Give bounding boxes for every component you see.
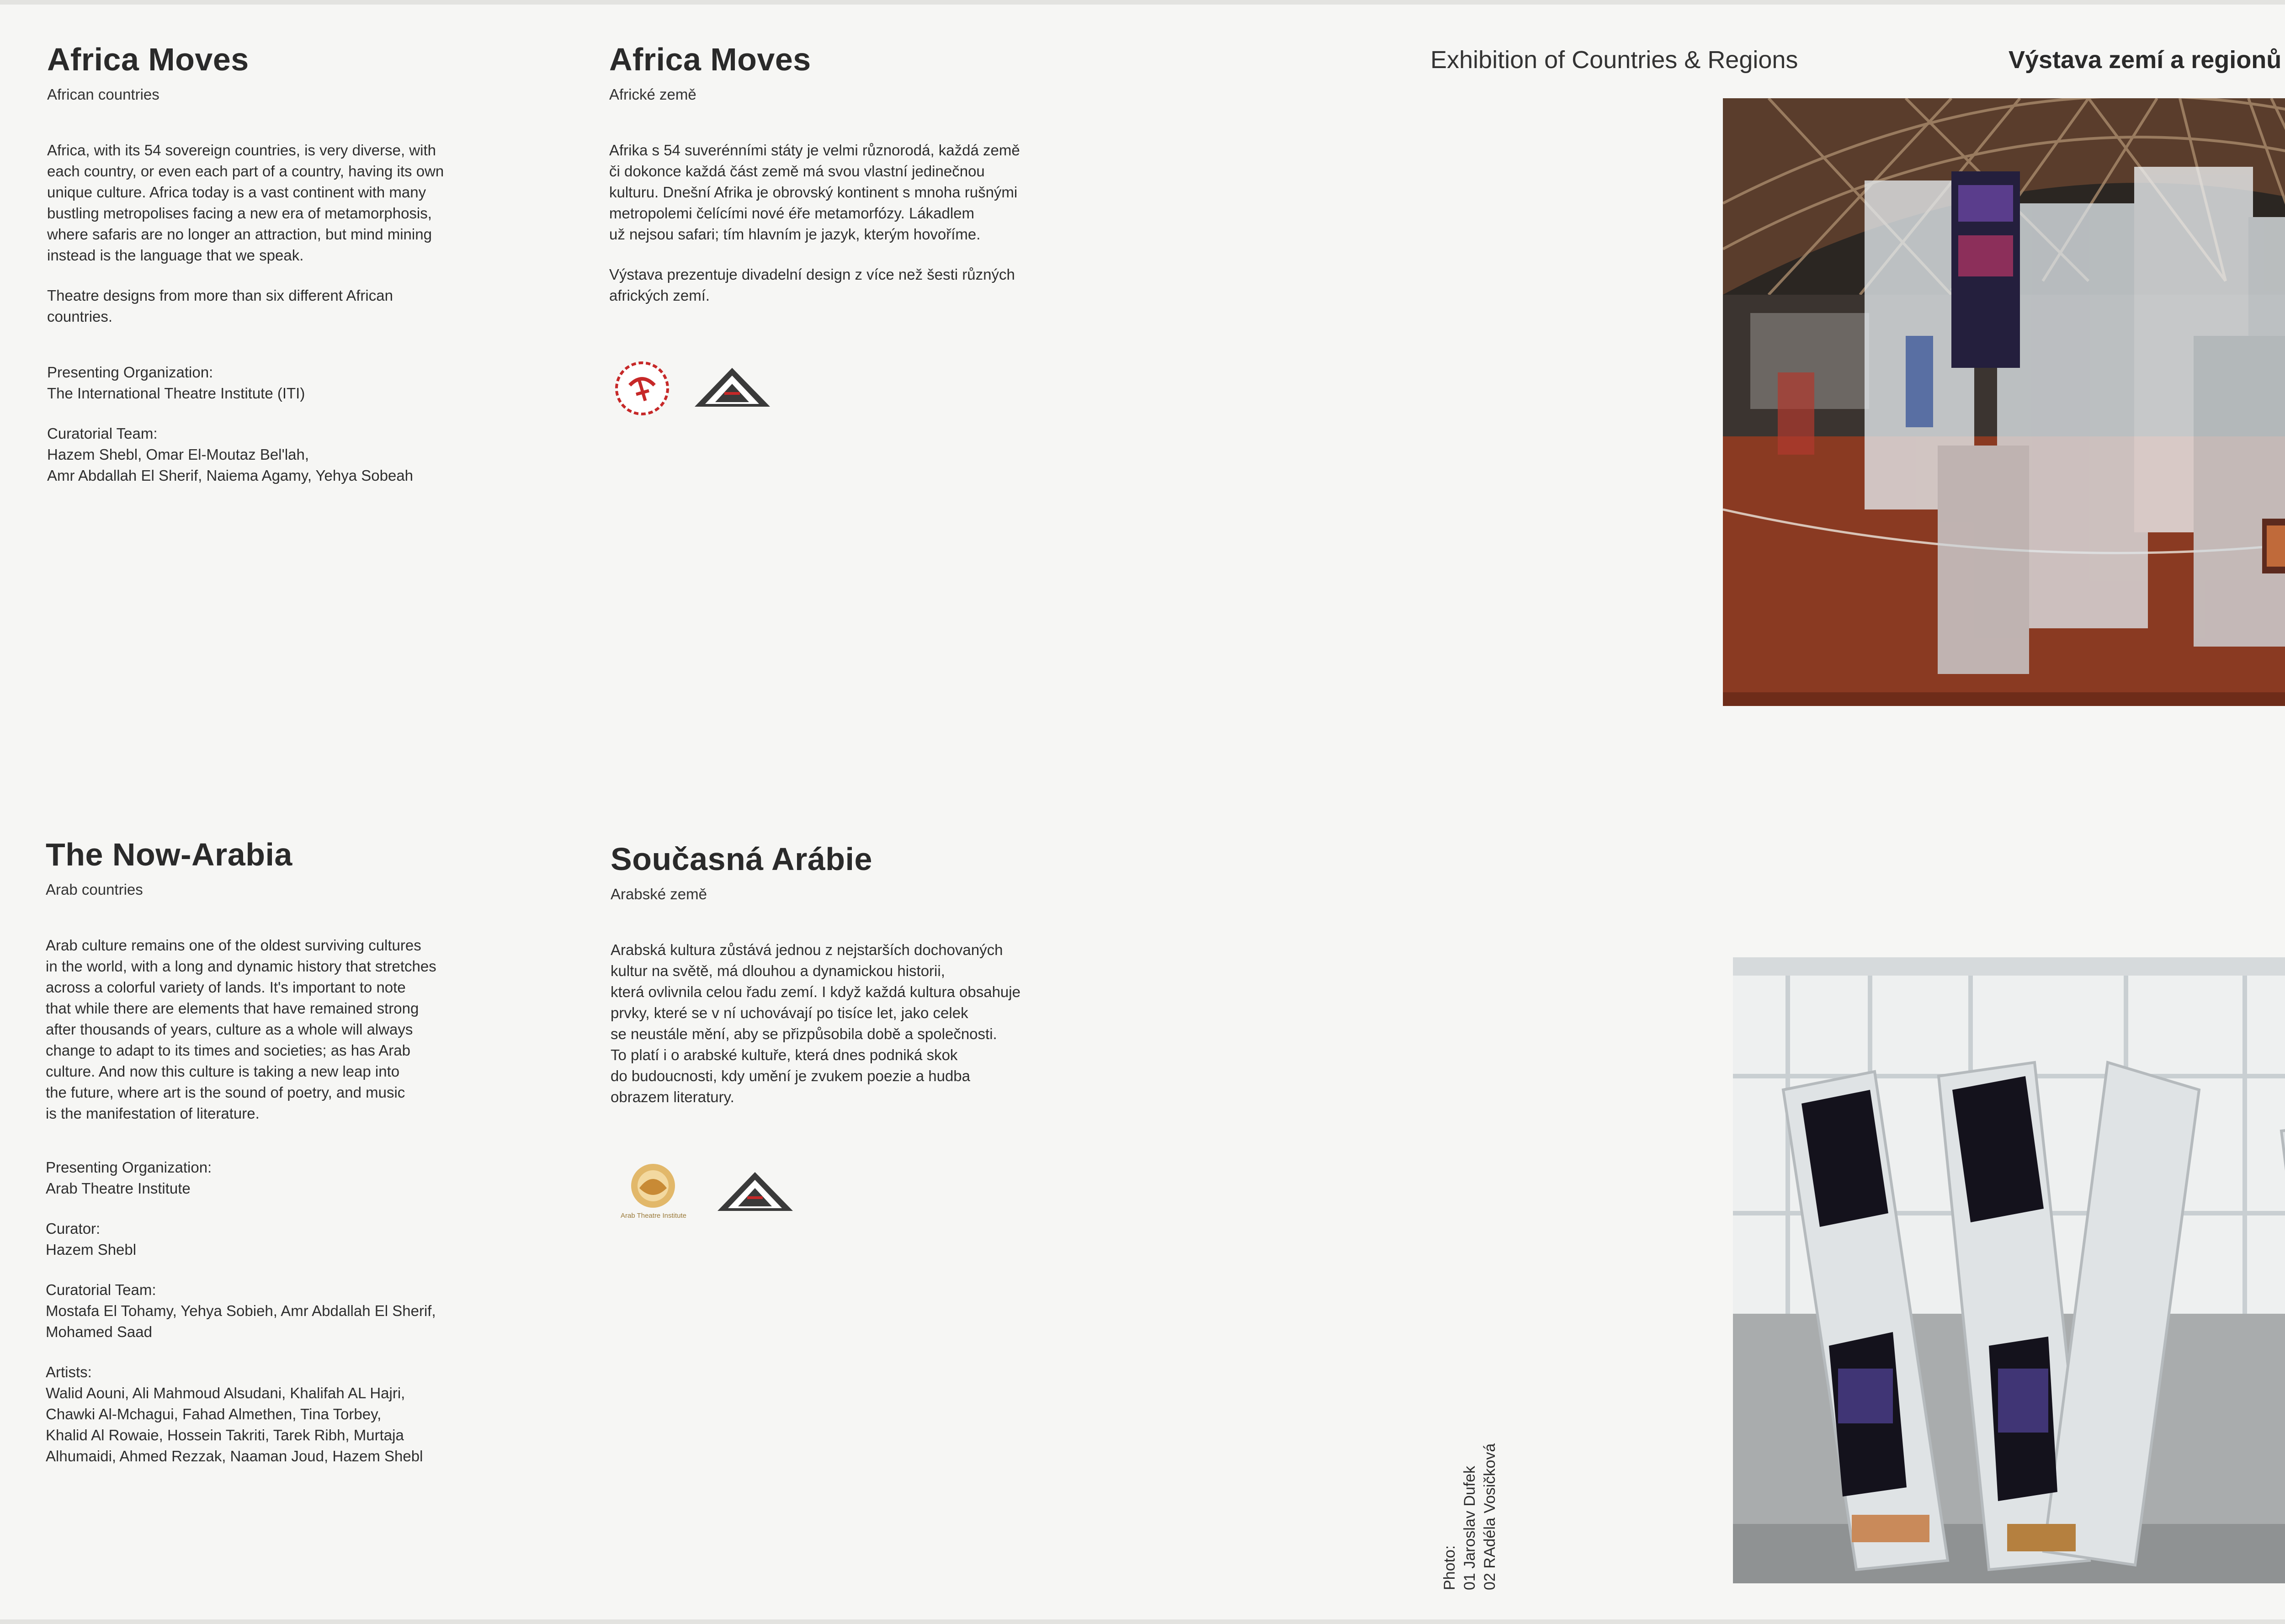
section-body: Afrika s 54 suverénními státy je velmi různorodá, každá země či dokonce každá část země má svou vlastní jedinečnou kulturu. Dnešní Afrika je obrovský kontinent s mnoha rušnými metropolemi čelícími nové éře metamorfózy. Lákadlem už nejsou safari; tím hlavním je jazyk, kterým hovoříme. xyxy=(609,142,1020,243)
credits-label: Photo: xyxy=(1441,1545,1458,1590)
curatorial-team-value: Mostafa El Tohamy, Yehya Sobieh, Amr Abdallah El Sherif, Mohamed Saad xyxy=(46,1302,436,1340)
curatorial-team-label: Curatorial Team: xyxy=(46,1281,156,1298)
artists-value: Walid Aouni, Ali Mahmoud Alsudani, Khalifah AL Hajri, Chawki Al-Mchagui, Fahad Almethen, Tina Torbey, Khalid Al Rowaie, Hossein Takriti, Tarek Ribh, Murtaja Alhumaidi, Ahmed Rezzak, Naaman Joud, Hazem Shebl xyxy=(46,1385,423,1465)
africa-moves-english xyxy=(47,41,573,486)
photo-now-arabia-installation xyxy=(1733,957,2285,1583)
arab-theatre-institute-emblem-icon xyxy=(621,1161,685,1211)
section-subtitle: Arab countries xyxy=(46,881,143,898)
iti-logo-icon xyxy=(612,359,672,418)
running-header-english: Exhibition of Countries & Regions xyxy=(1430,46,1798,74)
running-header-czech: Výstava zemí a regionů xyxy=(2009,46,2282,74)
arab-theatre-institute-logo xyxy=(615,1161,692,1220)
section-body-2: Výstava prezentuje divadelní design z více než šesti různých afrických zemí. xyxy=(609,266,1015,304)
section-title: Africa Moves xyxy=(47,42,249,77)
section-subtitle: African countries xyxy=(47,86,159,103)
presenting-organization-value: Arab Theatre Institute xyxy=(46,1180,191,1197)
section-body: Arab culture remains one of the oldest surviving cultures in the world, with a long and dynamic history that stretches across a colorful variety of lands. It's important to note that while there are elements that have remained strong after thousands of years, culture as a whole will always change to adapt to its times and societies; as has Arab culture. And now this culture is taking a new leap into the future, where art is the sound of poetry, and music is the manifestation of literature. xyxy=(46,937,436,1122)
credit-photo-01: 01 Jaroslav Dufek xyxy=(1461,1465,1478,1590)
bottom-page-edge xyxy=(0,1619,2285,1624)
africa-moves-czech xyxy=(609,41,1180,306)
section-subtitle: Arabské země xyxy=(611,886,707,902)
egyptian-institute-logo-icon xyxy=(692,366,772,409)
credit-photo-02: 02 RAdéla Vosičková xyxy=(1481,1443,1499,1590)
section-body: Arabská kultura zůstává jednou z nejstarších dochovaných kultur na světě, má dlouhou a dynamickou historii, která ovlivnila celou řadu zemí. I když každá kultura obsahuje prvky, které se v ní uchovávají po tisíce let, jako celek se neustále mění, aby se přizpůsobila době a společnosti. To platí i o arabské kultuře, která dnes podniká skok do budoucnosti, kdy umění je zvukem poezie a hudba obrazem literatury. xyxy=(611,941,1020,1105)
presenting-organization-label: Presenting Organization: xyxy=(46,1159,212,1176)
presenting-organization-value: The International Theatre Institute (ITI) xyxy=(47,385,305,402)
curatorial-team-value: Hazem Shebl, Omar El-Moutaz Bel'lah, Amr Abdallah El Sherif, Naiema Agamy, Yehya Sobeah xyxy=(47,446,414,484)
section-title: Africa Moves xyxy=(609,42,811,77)
presenting-organization-label: Presenting Organization: xyxy=(47,364,213,381)
section-subtitle: Africké země xyxy=(609,86,696,103)
photo-africa-moves-installation xyxy=(1723,98,2285,706)
section-title: The Now-Arabia xyxy=(46,837,292,872)
curatorial-team-label: Curatorial Team: xyxy=(47,425,158,442)
top-page-edge xyxy=(0,0,2285,5)
curator-label: Curator: xyxy=(46,1220,101,1237)
section-body: Africa, with its 54 sovereign countries, is very diverse, with each country, or even each part of a country, having its own unique culture. Africa today is a vast continent with many bustling metropolises facing a new era of metamorphosis, where safaris are no longer an attraction, but mind mining instead is the language that we speak. xyxy=(47,142,444,264)
egyptian-institute-logo-icon xyxy=(715,1170,795,1213)
now-arabia-english xyxy=(46,836,594,1467)
curator-value: Hazem Shebl xyxy=(46,1241,137,1258)
artists-label: Artists: xyxy=(46,1364,92,1380)
now-arabia-czech xyxy=(611,841,1182,1108)
section-title: Současná Arábie xyxy=(611,841,872,877)
logo-caption: Arab Theatre Institute xyxy=(621,1212,686,1220)
section-body-2: Theatre designs from more than six different African countries. xyxy=(47,287,393,325)
photo-credits xyxy=(1440,1444,1500,1590)
